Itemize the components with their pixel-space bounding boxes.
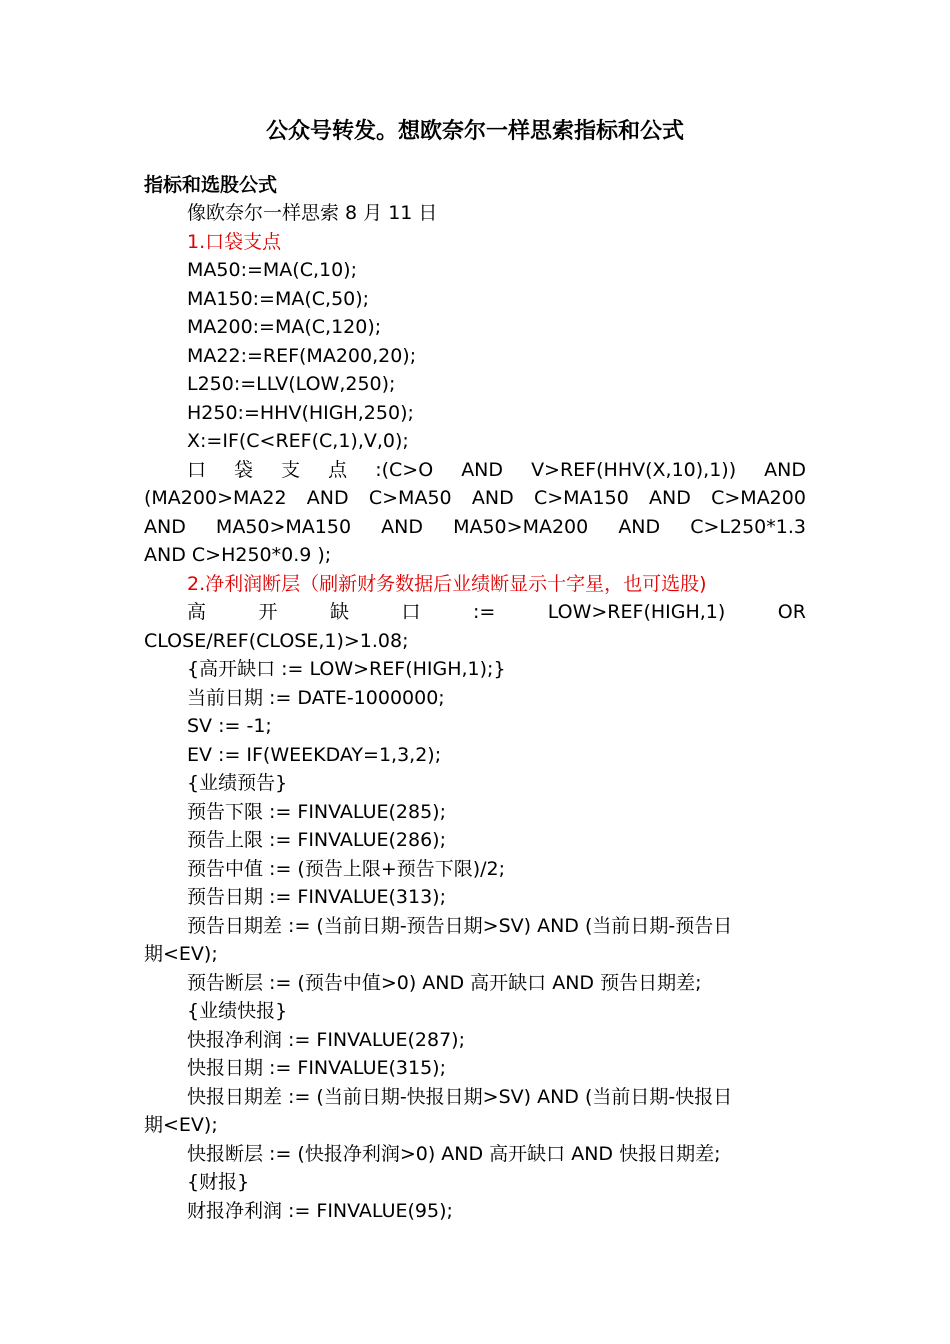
formula-token: := — [472, 601, 496, 623]
formula-token: AND — [306, 487, 349, 509]
code-line: H250:=HHV(HIGH,250); — [187, 401, 414, 424]
code-line: 预告下限 := FINVALUE(285); — [187, 800, 446, 823]
formula-token: 点 — [328, 458, 348, 481]
code-line: 快报日期差 := (当前日期-快报日期>SV) AND (当前日期-快报日 — [187, 1085, 733, 1108]
pocket-pivot-formula-row-4: AND C>H250*0.9 ); — [144, 544, 332, 566]
formula-token: C>MA50 — [368, 487, 452, 509]
code-line: {财报} — [187, 1171, 250, 1193]
formula-token: 缺 — [329, 601, 349, 623]
formula-token: OR — [777, 601, 806, 623]
formula-token: AND — [618, 515, 661, 538]
code-line: MA22:=REF(MA200,20); — [187, 344, 417, 367]
formula-token: 开 — [258, 601, 278, 623]
formula-token: V>REF(HHV(X,10),1)) — [531, 458, 737, 481]
code-line: EV := IF(WEEKDAY=1,3,2); — [187, 743, 442, 766]
pocket-pivot-formula-row-3 — [144, 513, 806, 542]
formula-token: C>MA150 — [533, 487, 629, 509]
code-line: 预告上限 := FINVALUE(286); — [187, 829, 446, 851]
pocket-pivot-formula-row-2 — [144, 484, 806, 513]
formula-token: MA50>MA150 — [215, 515, 352, 538]
formula-token: C>MA200 — [711, 487, 806, 509]
code-line: 当前日期 := DATE-1000000; — [187, 686, 445, 709]
gap-formula-row-2: CLOSE/REF(CLOSE,1)>1.08; — [144, 629, 409, 652]
code-line: X:=IF(C<REF(C,1),V,0); — [187, 430, 409, 452]
date-line: 像欧奈尔一样思索 8 月 11 日 — [187, 202, 438, 224]
formula-token: AND — [649, 487, 691, 509]
code-line: 快报断层 := (快报净利润>0) AND 高开缺口 AND 快报日期差; — [187, 1142, 721, 1165]
code-line: MA50:=MA(C,10); — [187, 259, 357, 281]
gap-formula-row-1 — [144, 598, 806, 627]
formula-token: AND — [471, 487, 514, 509]
formula-token: LOW>REF(HIGH,1) — [547, 601, 726, 623]
code-line: 预告日期差 := (当前日期-预告日期>SV) AND (当前日期-预告日 — [187, 914, 733, 937]
code-line: L250:=LLV(LOW,250); — [187, 373, 396, 395]
formula-token: C>L250*1.3 — [690, 515, 806, 538]
formula-token: 口 — [401, 601, 421, 623]
document-body — [144, 199, 806, 1225]
formula-token: MA50>MA200 — [453, 515, 589, 538]
formula-token: AND — [764, 458, 806, 481]
formula-token: 高 — [187, 601, 207, 623]
section-heading: 指标和选股公式 — [144, 174, 278, 196]
code-line: SV := -1; — [187, 715, 272, 737]
code-line-continuation: 期<EV); — [144, 943, 218, 965]
formula-token: :(C>O — [375, 458, 434, 481]
pocket-pivot-formula-row-1 — [144, 456, 806, 485]
code-line: MA200:=MA(C,120); — [187, 316, 382, 338]
formula-token: AND — [381, 515, 423, 538]
code-line: 快报日期 := FINVALUE(315); — [187, 1057, 446, 1079]
subheading-profit-gap: 2.净利润断层（刷新财务数据后业绩断显示十字星，也可选股) — [187, 572, 707, 595]
formula-token: AND — [144, 515, 186, 538]
formula-token: 支 — [281, 458, 301, 481]
formula-token: 袋 — [234, 458, 254, 481]
code-line: 快报净利润 := FINVALUE(287); — [187, 1028, 465, 1051]
formula-token: 口 — [187, 458, 207, 481]
code-line: {业绩预告} — [187, 772, 288, 794]
code-line: {业绩快报} — [187, 1000, 288, 1022]
subheading-pocket-pivot: 1.口袋支点 — [187, 230, 282, 253]
document-title: 公众号转发。想欧奈尔一样思索指标和公式 — [265, 119, 684, 144]
code-line: {高开缺口 := LOW>REF(HIGH,1);} — [187, 658, 506, 680]
code-line-continuation: 期<EV); — [144, 1114, 218, 1136]
code-line: 预告日期 := FINVALUE(313); — [187, 886, 446, 908]
code-line: 财报净利润 := FINVALUE(95); — [187, 1199, 453, 1222]
code-line: 预告中值 := (预告上限+预告下限)/2; — [187, 857, 506, 880]
formula-token: AND — [461, 458, 504, 481]
code-line: MA150:=MA(C,50); — [187, 287, 370, 310]
formula-token: (MA200>MA22 — [144, 487, 287, 509]
code-line: 预告断层 := (预告中值>0) AND 高开缺口 AND 预告日期差; — [187, 971, 702, 994]
